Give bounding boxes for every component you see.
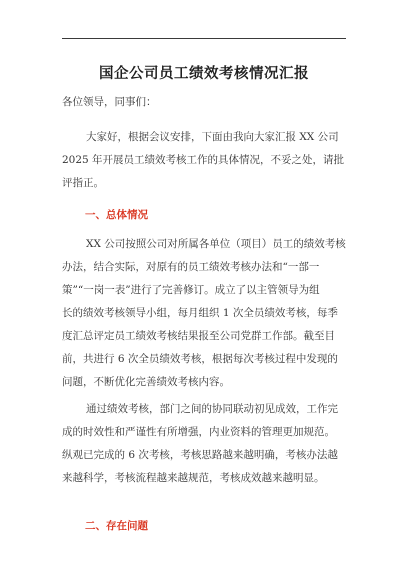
paragraph-line: 长的绩效考核领导小组，每月组织 1 次全员绩效考核，每季 [62, 307, 338, 319]
overview-paragraph-1 [62, 233, 348, 394]
paragraph-line: 度汇总评定员工绩效考核结果报至公司党群工作部。截至目 [62, 330, 335, 342]
paragraph-line: XX 公司按照公司对所属各单位（项目）员工的绩效考核 [86, 238, 346, 250]
paragraph-line: 策”“一岗一表”进行了完善修订。成立了以主管领导为组 [62, 284, 320, 296]
intro-paragraph [62, 126, 348, 195]
section-heading-issues: 二、存在问题 [85, 520, 148, 532]
paragraph-line: 2025 年开展员工绩效考核工作的具体情况，不妥之处，请批 [62, 154, 345, 166]
paragraph-line: 成的时效性和严谨性有所增强，内业资料的管理更加规范。 [62, 426, 335, 438]
paragraph-line: 来越科学，考核流程越来越规范，考核成效越来越明显。 [62, 472, 325, 484]
document-title: 国企公司员工绩效考核情况汇报 [99, 66, 309, 82]
paragraph-line: 问题，不断优化完善绩效考核内容。 [62, 376, 230, 388]
salutation-block [62, 91, 348, 114]
section-heading-overview: 一、总体情况 [85, 209, 148, 221]
overview-paragraph-2 [62, 398, 348, 490]
header-rule [62, 38, 346, 39]
paragraph-line: 通过绩效考核，部门之间的协同联动初见成效，工作完 [86, 403, 338, 415]
paragraph-line: 办法，结合实际，对原有的员工绩效考核办法和“一部一 [62, 261, 320, 273]
salutation: 各位领导，同事们： [62, 96, 157, 108]
paragraph-line: 前，共进行 6 次全员绩效考核，根据每次考核过程中发现的 [62, 353, 338, 365]
paragraph-line: 纵观已完成的 6 次考核，考核思路越来越明确，考核办法越 [62, 449, 338, 461]
paragraph-line: 评指正。 [62, 177, 104, 189]
paragraph-line: 大家好，根据会议安排，下面由我向大家汇报 XX 公司 [86, 131, 339, 143]
